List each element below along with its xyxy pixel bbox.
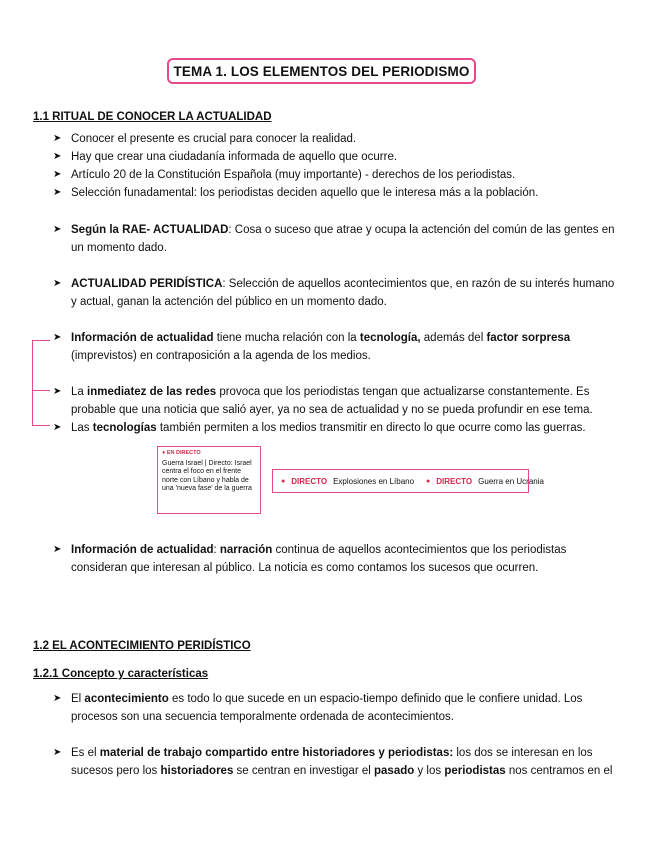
live-label: DIRECTO [291,476,328,486]
bracket-connector-middle [33,390,50,391]
arrow-bullet-icon: ➤ [53,693,62,704]
live-topic: Guerra en Ucrania [478,476,544,486]
section-heading-1-2: 1.2 EL ACONTECIMIENTO PERIDÍSTICO [33,640,251,652]
arrow-bullet-icon: ➤ [53,422,62,433]
bracket-connector [32,340,50,426]
news-live-bar-image [272,469,544,493]
bullet-item: ➤ Conocer el presente es crucial para conocer la realidad. [53,130,618,148]
bullet-item: ➤ Hay que crear una ciudadanía informada de aquello que ocurre. [53,148,618,166]
arrow-bullet-icon: ➤ [53,151,62,162]
news-card-image [157,446,261,514]
document-title: TEMA 1. LOS ELEMENTOS DEL PERIODISMO [167,58,476,84]
live-dot-icon: ● [281,477,286,485]
subsection-heading-1-2-1: 1.2.1 Concepto y características [33,668,209,680]
arrow-bullet-icon: ➤ [53,747,62,758]
arrow-bullet-icon: ➤ [53,133,62,144]
live-dot-icon: ● [426,477,431,485]
bullet-informacion-actualidad: ➤ Información de actualidad tiene mucha relación con la tecnología, además del factor sorpresa (imprevistos) en contraposición a la agenda de los medios. [53,329,618,365]
arrow-bullet-icon: ➤ [53,332,62,343]
bullet-item: ➤ Artículo 20 de la Constitución Española (muy importante) - derechos de los periodistas. [53,166,618,184]
section-heading-1-1: 1.1 RITUAL DE CONOCER LA ACTUALIDAD [33,111,272,123]
bullet-narracion: ➤ Información de actualidad: narración continua de aquellos acontecimientos que los periodistas consideran que interesan al público. La noticia es como contamos los sucesos que ocurren. [53,541,618,577]
news-headline: Guerra Israel | Directo: Israel centra el foco en el frente norte con Líbano y habla de una 'nueva fase' de la guerra [162,459,252,492]
bullet-acontecimiento: ➤ El acontecimiento es todo lo que sucede en un espacio-tiempo definido que le confiere unidad. Los procesos son una secuencia temporalmente ordenada de acontecimientos. [53,690,618,726]
arrow-bullet-icon: ➤ [53,187,62,198]
bullet-material-trabajo: ➤ Es el material de trabajo compartido entre historiadores y periodistas: los dos se interesan en los sucesos pero los historiadores se centran en investigar el pasado y los periodistas nos centramos en el [53,744,618,780]
arrow-bullet-icon: ➤ [53,278,62,289]
arrow-bullet-icon: ➤ [53,544,62,555]
bullet-rae-definition: ➤ Según la RAE- ACTUALIDAD: Cosa o suceso que atrae y ocupa la actención del común de las gentes en un momento dado. [53,221,618,257]
live-tag: ● EN DIRECTO [162,450,201,456]
live-label: DIRECTO [436,476,473,486]
arrow-bullet-icon: ➤ [53,224,62,235]
arrow-bullet-icon: ➤ [53,386,62,397]
bullet-actualidad-periodistica: ➤ ACTUALIDAD PERIDÍSTICA: Selección de aquellos acontecimientos que, en razón de su interés humano y actual, ganan la actención del público en un momento dado. [53,275,618,311]
bullet-inmediatez: ➤ La inmediatez de las redes provoca que los periodistas tengan que actualizarse constantemente. Es probable que una noticia que salió ayer, ya no sea de actualidad y no se pueda profundir en ese tema. [53,383,618,419]
arrow-bullet-icon: ➤ [53,169,62,180]
live-topic: Explosiones en Líbano [333,476,415,486]
bullet-item: ➤ Selección funadamental: los periodistas deciden aquello que le interesa más a la población. [53,184,618,202]
bullet-tecnologias: ➤ Las tecnologías también permiten a los medios transmitir en directo lo que ocurre como las guerras. [53,419,618,437]
